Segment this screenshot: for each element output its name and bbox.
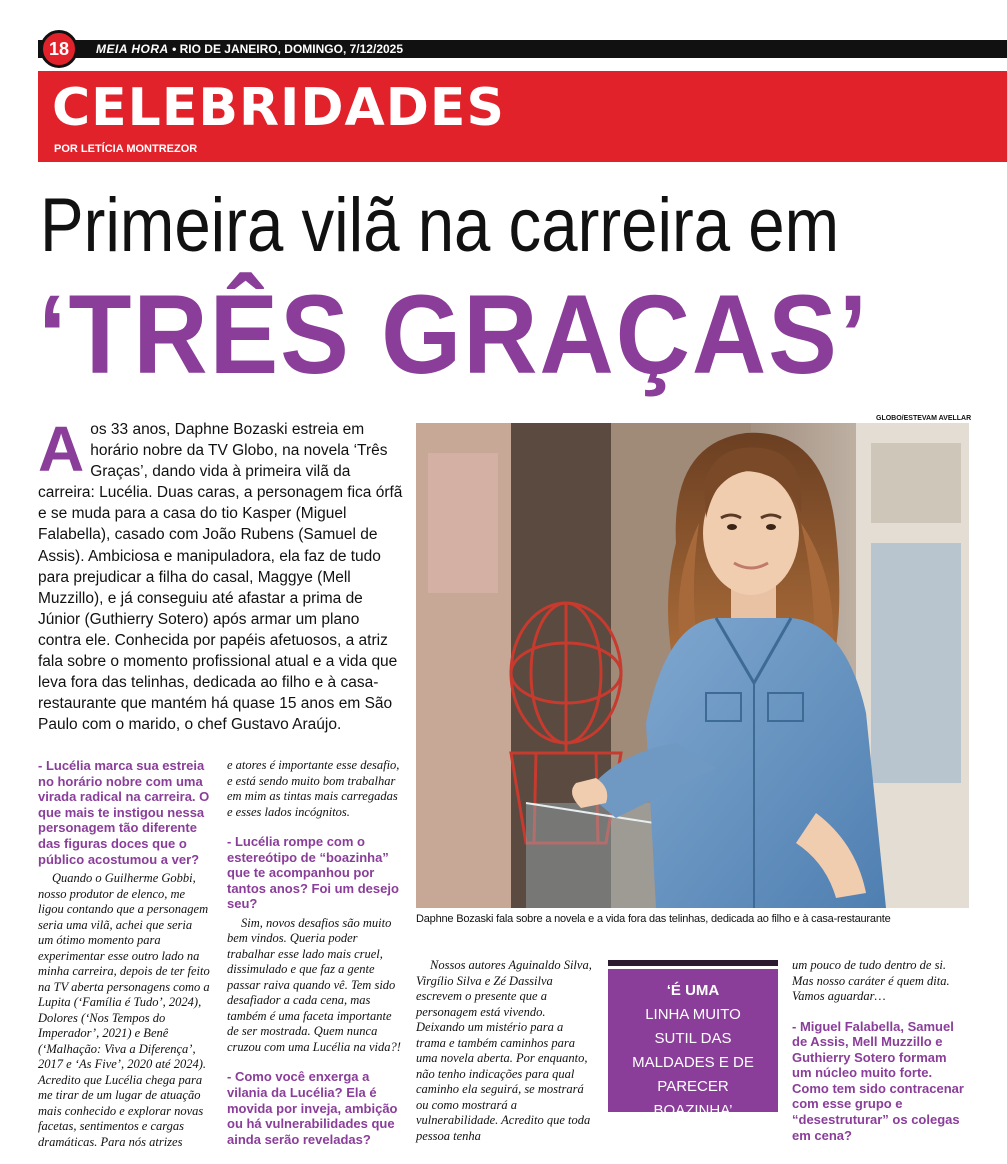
answer-1: Quando o Guilherme Gobbi, nosso produtor de elenco, me ligou contando que a personagem seria uma vilã, achei que seria um ótimo momento para experimentar esse outro lado na minha carreira, depois de ter feito na TV aberta personagens como a Lupita (‘Família é Tudo’, 2024), Dolores (‘Nos Tempos do Imperador’, 2021) e Benê (‘Malhação: Viva a Diferença’, 2017 e ‘As Five’, 2020 até 2024). Acredito que Lucélia chega para me tirar de um lugar de atuação mais conhecido e explorar novas facetas, sentimentos e cargas dramáticas. Para nós atrizes xyxy=(38,871,210,1149)
portrait-photo xyxy=(416,423,969,908)
portrait-illustration xyxy=(416,423,969,908)
page-number: 18 xyxy=(40,30,78,68)
intro-paragraph xyxy=(38,413,406,735)
drop-cap: A xyxy=(38,413,85,485)
pullquote-text: LINHA MUITO SUTIL DAS MALDADES E DE PARECER BOAZINHA’ xyxy=(632,1006,754,1119)
interview-column-3 xyxy=(416,958,592,1158)
question-1: - Lucélia marca sua estreia no horário nobre com uma virada radical na carreira. O que mais te instigou nessa personagem tão diferente das figuras doces que o público acostumou a ver? xyxy=(38,758,210,867)
photo-credit: GLOBO/ESTEVAM AVELLAR xyxy=(876,415,972,422)
pullquote-lead: ‘É UMA xyxy=(666,982,720,999)
byline: POR LETÍCIA MONTREZOR xyxy=(54,143,198,155)
question-3: - Como você enxerga a vilania da Lucélia? Ela é movida por inveja, ambição ou há vulnerabilidades que ainda serão reveladas? xyxy=(227,1069,398,1147)
answer-1-continued: e atores é importante esse desafio, e está sendo muito bom trabalhar em mim as tintas mais carregadas e esses lados incógnitos. xyxy=(227,758,400,819)
brand-name: MEIA HORA xyxy=(96,42,169,56)
headline-line2: ‘TRÊS GRAÇAS’ xyxy=(38,272,870,397)
question-4: - Miguel Falabella, Samuel de Assis, Mell Muzzillo e Guthierry Sotero formam um núcleo muito forte. Como tem sido contracenar com esse grupo e “desestruturar” os colegas em cena? xyxy=(792,1018,964,1143)
answer-2: Sim, novos desafios são muito bem vindos. Queria poder trabalhar esse lado mais cruel, dissimulado e que faz a gente passar raiva quando vê. Tem sido desafiador a cada cena, mas também é uma faceta importante de ser mostrada. Quem nunca cruzou com uma Lucélia na vida?! xyxy=(227,915,401,1054)
headline-line1: Primeira vilã na carreira em xyxy=(40,183,840,268)
photo-caption: Daphne Bozaski fala sobre a novela e a vida fora das telinhas, dedicada ao filho e à casa-restaurante xyxy=(416,913,891,925)
dateline xyxy=(96,41,403,57)
pullquote-box xyxy=(608,969,778,1119)
answer-3: Nossos autores Aguinaldo Silva, Virgílio Silva e Zé Dassilva escrevem o presente que a personagem está vivendo. Deixando um mistério para a trama e também caminhos para uma novela aberta. Por enquanto, não tenho indicações para qual caminho ela seguirá, se mostrará ou como mostrará a vulnerabilidade. Acredito que toda pessoa tenha xyxy=(416,958,592,1143)
section-title: CELEBRIDADES xyxy=(52,78,505,138)
interview-column-1 xyxy=(38,758,210,1164)
interview-column-2 xyxy=(227,758,402,1151)
dateline-text: • RIO DE JANEIRO, DOMINGO, 7/12/2025 xyxy=(172,42,404,56)
answer-3-continued: um pouco de tudo dentro de si. Mas nosso caráter é quem dita. Vamos aguardar… xyxy=(792,958,950,1003)
interview-column-4 xyxy=(792,958,969,1147)
intro-text: os 33 anos, Daphne Bozaski estreia em horário nobre da TV Globo, na novela ‘Três Graças’, dando vida à primeira vilã da carreira: Lucélia. Duas caras, a personagem fica órfã e se muda para a casa do tio Kasper (Miguel Falabella), casado com João Rubens (Samuel de Assis). Ambiciosa e manipuladora, ela faz de tudo para prejudicar a filha do casal, Maggye (Mell Muzzillo), e já conseguiu até afastar a prima de Júnior (Guthierry Sotero) após armar um plano contra ele. Conhecida por papéis afetuosos, a atriz fala sobre o momento profissional atual e a vida que leva fora das telinhas, dedicada ao filho e à casa-restaurante que mantém há quase 15 anos em São Paulo com o marido, o chef Gustavo Araújo. xyxy=(38,421,403,734)
question-2: - Lucélia rompe com o estereótipo de “boazinha” que te acompanhou por tantos anos? Foi um desejo seu? xyxy=(227,834,399,912)
pullquote-rule xyxy=(608,960,778,966)
